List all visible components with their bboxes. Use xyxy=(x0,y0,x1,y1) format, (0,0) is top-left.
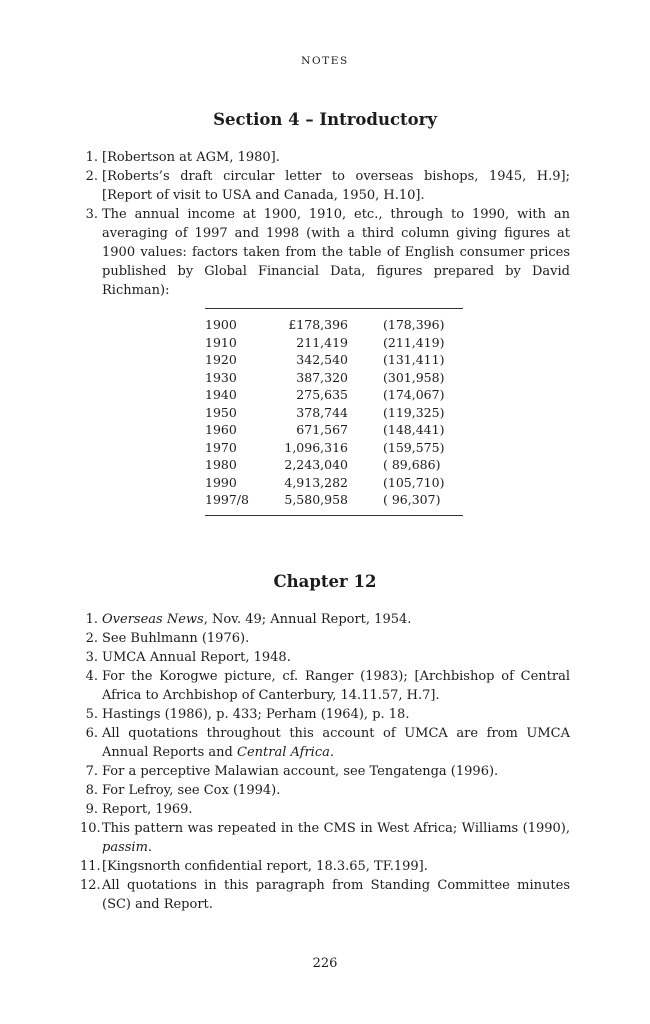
note-text: See Buhlmann (1976). xyxy=(102,631,250,646)
table-row xyxy=(205,404,463,422)
table-amount: 342,540 xyxy=(296,352,348,367)
note-number: 12 . xyxy=(80,876,98,895)
note-number: 2 . xyxy=(80,167,98,186)
table-adjusted-value: (178,396) xyxy=(383,317,445,332)
table-adjusted-value: (159,575) xyxy=(383,439,445,455)
note-item xyxy=(80,705,570,724)
note-number: 7 . xyxy=(80,762,98,781)
table-year: 1910 xyxy=(205,334,237,350)
table-adjusted-value: (301,958) xyxy=(383,369,445,385)
table-row xyxy=(205,491,463,509)
note-item xyxy=(80,819,570,857)
note-item xyxy=(80,148,570,167)
table-adjusted-value: ( 96,307) xyxy=(383,492,441,507)
table-adjusted-value: (119,325) xyxy=(383,404,445,420)
table-amount: 671,567 xyxy=(296,422,348,437)
note-text: This pattern was repeated in the CMS in West Africa; Williams (1990), xyxy=(102,821,570,836)
table-row xyxy=(205,386,463,404)
note-text: , Nov. 49; Annual Report, 1954. xyxy=(203,612,412,627)
note-text: [Roberts’s draft circular letter to overseas bishops, 1945, H.9]; [Report of visit to USA and Canada, 1950, H.10]. xyxy=(102,169,570,203)
note-item xyxy=(80,857,570,876)
note-text: For Lefroy, see Cox (1994). xyxy=(102,783,281,798)
table-amount: 378,744 xyxy=(296,404,348,420)
table-amount: 4,913,282 xyxy=(284,474,348,490)
table-year: 1960 xyxy=(205,422,237,437)
note-number: 8 . xyxy=(80,781,98,800)
note-item xyxy=(80,781,570,800)
note-text: Hastings (1986), p. 433; Perham (1964), p. 18. xyxy=(102,707,410,722)
table-amount: 5,580,958 xyxy=(284,492,348,507)
note-text: For the Korogwe picture, cf. Ranger (1983); [Archbishop of Central Africa to Archbishop of Canterbury, 14.11.57, H.7]. xyxy=(102,669,570,703)
note-item xyxy=(80,167,570,205)
note-number: 2 . xyxy=(80,629,98,648)
note-item xyxy=(80,724,570,762)
note-number: 9 . xyxy=(80,800,98,819)
note-item xyxy=(80,205,570,300)
table-year: 1980 xyxy=(205,457,237,472)
note-number: 1 . xyxy=(80,148,98,167)
table-year: 1970 xyxy=(205,439,237,455)
table-row xyxy=(205,456,463,474)
table-adjusted-value: (174,067) xyxy=(383,387,445,402)
table-adjusted-value: (148,441) xyxy=(383,422,445,437)
table-adjusted-value: (105,710) xyxy=(383,474,445,490)
table-row xyxy=(205,316,463,334)
table-row xyxy=(205,474,463,492)
section-4-notes xyxy=(80,148,570,300)
table-year: 1940 xyxy=(205,387,237,402)
note-italic-text: passim xyxy=(102,840,148,855)
table-year: 1950 xyxy=(205,404,237,420)
note-item xyxy=(80,762,570,781)
note-item xyxy=(80,610,570,629)
chapter-12-title: Chapter 12 xyxy=(273,572,377,591)
note-item xyxy=(80,876,570,914)
table-year: 1930 xyxy=(205,369,237,385)
note-item xyxy=(80,667,570,705)
table-year: 1997/8 xyxy=(205,492,249,507)
table-row xyxy=(205,334,463,352)
note-text: Report, 1969. xyxy=(102,802,193,817)
chapter-12-notes xyxy=(80,610,570,914)
table-year: 1920 xyxy=(205,352,237,367)
table-amount: 387,320 xyxy=(296,369,348,385)
table-adjusted-value: ( 89,686) xyxy=(383,457,441,472)
note-italic-text: Central Africa xyxy=(237,745,330,760)
table-amount: 1,096,316 xyxy=(284,439,348,455)
note-text: All quotations throughout this account of UMCA are from UMCA Annual Reports and xyxy=(102,726,570,760)
table-amount: £178,396 xyxy=(288,317,348,332)
note-text: [Robertson at AGM, 1980]. xyxy=(102,150,280,165)
note-item xyxy=(80,629,570,648)
note-italic-text: Overseas News xyxy=(102,612,204,627)
note-number: 1 . xyxy=(80,610,98,629)
table-amount: 275,635 xyxy=(296,387,348,402)
table-row xyxy=(205,421,463,439)
note-item xyxy=(80,648,570,667)
table-adjusted-value: (211,419) xyxy=(383,334,445,350)
note-number: 3 . xyxy=(80,648,98,667)
table-year: 1990 xyxy=(205,474,237,490)
section-4-title: Section 4 – Introductory xyxy=(213,110,437,129)
note-number: 11 . xyxy=(80,857,98,876)
note-number: 6 . xyxy=(80,724,98,743)
page-number: 226 xyxy=(312,956,338,971)
note-number: 10 . xyxy=(80,819,98,838)
running-head: NOTES xyxy=(301,55,349,67)
table-row xyxy=(205,351,463,369)
note-text: All quotations in this paragraph from Standing Committee minutes (SC) and Report. xyxy=(102,878,570,912)
note-text: UMCA Annual Report, 1948. xyxy=(102,650,291,665)
note-text: For a perceptive Malawian account, see Tengatenga (1996). xyxy=(102,764,499,779)
note-number: 3 . xyxy=(80,205,98,224)
table-row xyxy=(205,439,463,457)
income-table xyxy=(205,308,463,516)
note-item xyxy=(80,800,570,819)
table-amount: 211,419 xyxy=(296,334,348,350)
note-number: 5 . xyxy=(80,705,98,724)
table-row xyxy=(205,369,463,387)
table-amount: 2,243,040 xyxy=(284,457,348,472)
note-number: 4 . xyxy=(80,667,98,686)
table-adjusted-value: (131,411) xyxy=(383,352,445,367)
note-text: The annual income at 1900, 1910, etc., through to 1990, with an averaging of 1997 and 1998 (with a third column giving figures at 1900 values: factors taken from the table of English consumer prices published by Global Financial Data, figures prepared by David Richman): xyxy=(102,207,570,298)
note-text: [Kingsnorth confidential report, 18.3.65, TF.199]. xyxy=(102,859,428,874)
note-text: . xyxy=(147,840,153,855)
note-text: . xyxy=(329,745,335,760)
table-year: 1900 xyxy=(205,317,237,332)
